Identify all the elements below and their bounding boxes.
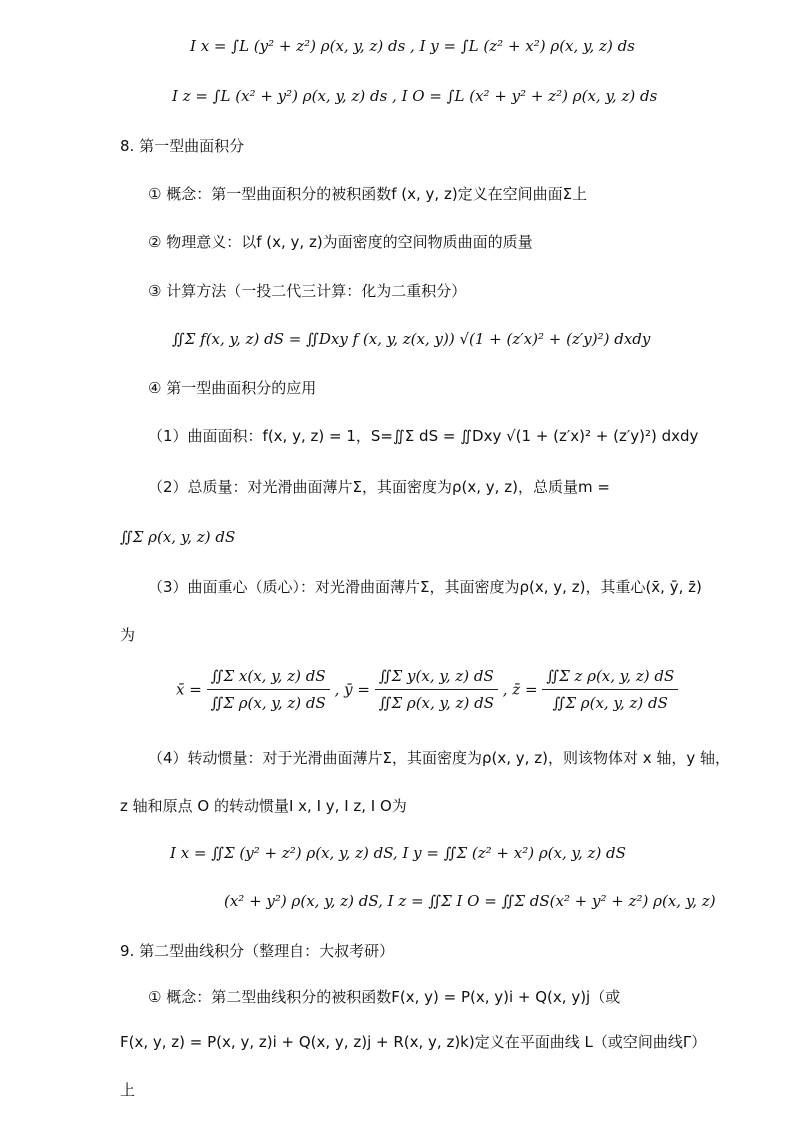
application-inertia-cont: z 轴和原点 O 的转动惯量I x, I y, I z, I O为 [120,797,407,815]
section-9-title: 9. 第二型曲线积分（整理自：大叔考研） [120,942,395,960]
section-8-physical-meaning: ② 物理意义：以f (x, y, z)为面密度的空间物质曲面的质量 [148,233,533,251]
section-9-concept-end: 上 [120,1081,136,1099]
application-mass: （2）总质量：对光滑曲面薄片Σ，其面密度为ρ(x, y, z)，总质量m = [148,478,610,496]
centroid-x-denominator: ∬Σ ρ(x, y, z) dS [210,694,326,712]
centroid-formula [176,666,678,713]
centroid-x-numerator: ∬Σ x(x, y, z) dS [207,666,330,690]
curve-inertia-ix-iy: I x = ∫L (y² + z²) ρ(x, y, z) ds , I y = ∫L (z² + x²) ρ(x, y, z) ds [190,37,635,55]
section-8-applications: ④ 第一型曲面积分的应用 [148,379,317,397]
section-9-concept: ① 概念：第二型曲线积分的被积函数F(x, y) = P(x, y)i + Q(x, y)j（或 [148,988,621,1006]
application-centroid: （3）曲面重心（质心）：对光滑曲面薄片Σ，其面密度为ρ(x, y, z)，其重心(x̄, ȳ, z̄) [148,578,702,596]
centroid-z-numerator: ∬Σ z ρ(x, y, z) dS [542,666,678,690]
section-8-title: 8. 第一型曲面积分 [120,137,245,155]
centroid-z-lhs: , z̄ = [502,680,538,699]
surface-inertia-ix-iy: I x = ∬Σ (y² + z²) ρ(x, y, z) dS, I y = ∬Σ (z² + x²) ρ(x, y, z) dS [170,844,626,862]
application-inertia: （4）转动惯量：对于光滑曲面薄片Σ，其面密度为ρ(x, y, z)，则该物体对 x 轴，y 轴， [148,749,731,767]
centroid-y-fraction [375,666,498,713]
surface-inertia-iz-io: (x² + y²) ρ(x, y, z) dS, I z = ∬Σ I O = ∬Σ dS(x² + y² + z²) ρ(x, y, z) [224,892,716,910]
surface-integral-formula: ∬Σ f(x, y, z) dS = ∬Dxy f (x, y, z(x, y)) √(1 + (z′x)² + (z′y)²) dxdy [172,330,651,348]
centroid-z-denominator: ∬Σ ρ(x, y, z) dS [552,694,668,712]
centroid-x-fraction [207,666,330,713]
centroid-y-numerator: ∬Σ y(x, y, z) dS [375,666,498,690]
centroid-x-lhs: x̄ = [176,680,202,699]
curve-inertia-iz-io: I z = ∫L (x² + y²) ρ(x, y, z) ds , I O = ∫L (x² + y² + z²) ρ(x, y, z) ds [172,87,658,105]
section-8-calc-method: ③ 计算方法（一投二代三计算：化为二重积分） [148,282,467,300]
centroid-y-lhs: , ȳ = [334,680,370,699]
centroid-z-fraction [542,666,678,713]
application-area: （1）曲面面积：f(x, y, z) = 1，S=∬Σ dS = ∬Dxy √(1 + (z′x)² + (z′y)²) dxdy [148,427,699,445]
mass-integral: ∬Σ ρ(x, y, z) dS [120,528,236,546]
section-9-concept-cont: F(x, y, z) = P(x, y, z)i + Q(x, y, z)j + R(x, y, z)k)定义在平面曲线 L（或空间曲线Γ） [120,1033,707,1051]
section-8-concept: ① 概念：第一型曲面积分的被积函数f (x, y, z)定义在空间曲面Σ上 [148,185,588,203]
application-centroid-cont: 为 [120,626,136,644]
centroid-y-denominator: ∬Σ ρ(x, y, z) dS [378,694,494,712]
